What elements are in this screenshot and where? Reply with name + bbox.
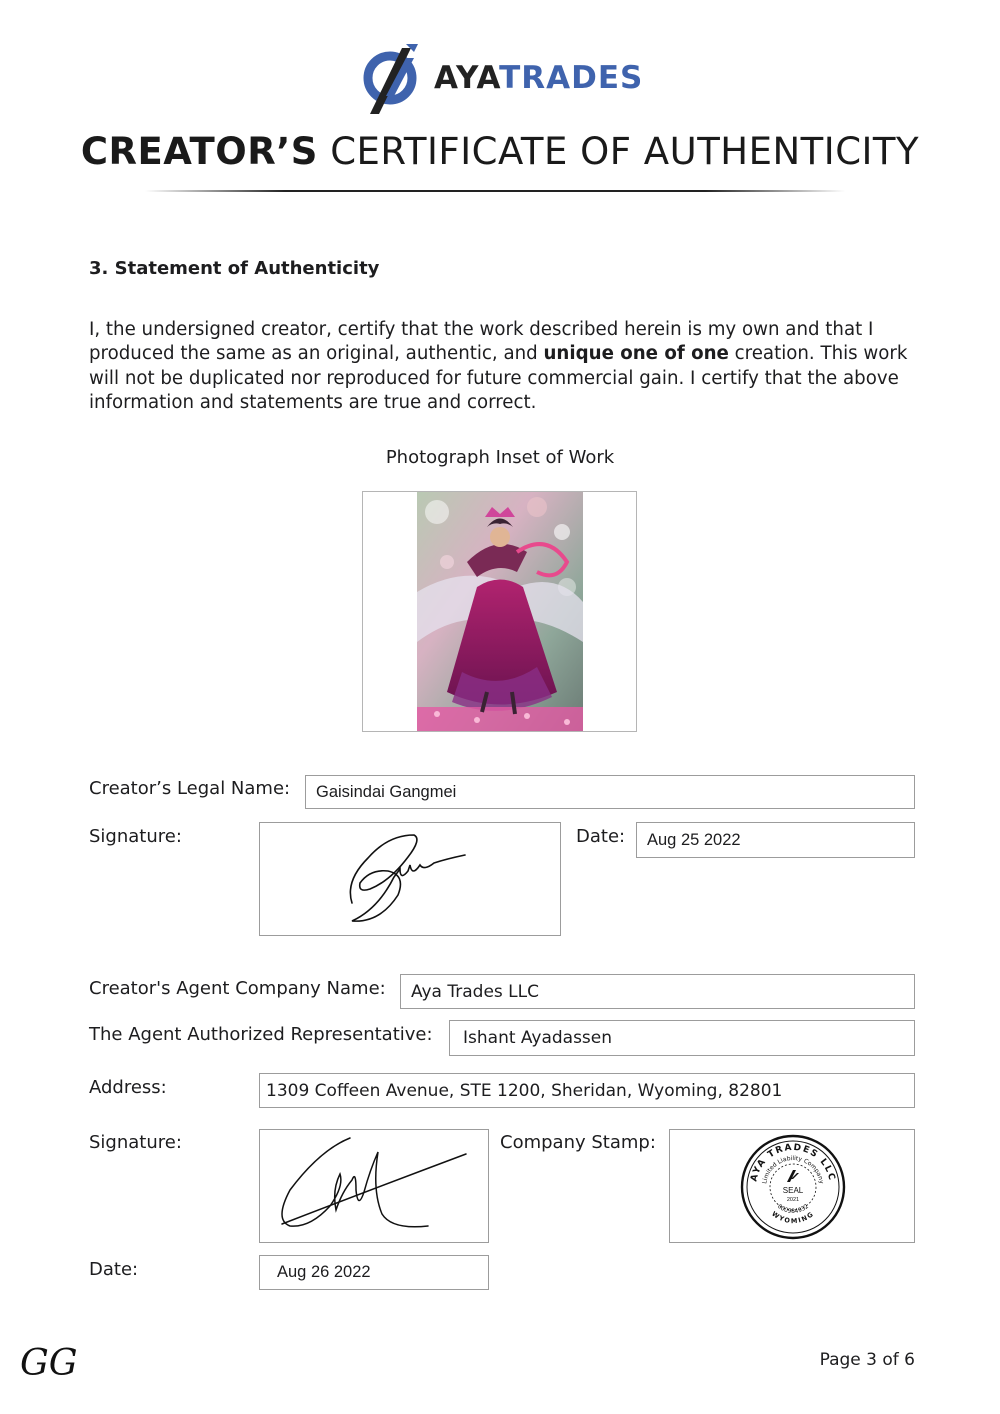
svg-text:AYA TRADES LLC: AYA TRADES LLC (749, 1142, 837, 1183)
creator-legal-name-label: Creator’s Legal Name: (89, 778, 291, 799)
agent-company-field[interactable]: Aya Trades LLC (400, 974, 915, 1009)
initials: GG (20, 1343, 78, 1384)
address-label: Address: (89, 1077, 167, 1098)
agent-signature-image (260, 1130, 490, 1244)
creator-date-field[interactable]: Aug 25 2022 (636, 822, 915, 858)
logo-mark-icon (362, 40, 422, 116)
svg-text:SEAL: SEAL (782, 1186, 804, 1195)
company-seal-stamp (670, 1130, 916, 1244)
company-stamp-label: Company Stamp: (500, 1132, 656, 1153)
section-heading: 3. Statement of Authenticity (89, 258, 380, 279)
photo-inset-frame (362, 491, 637, 732)
agent-signature-box[interactable] (259, 1129, 489, 1243)
photo-caption: Photograph Inset of Work (385, 447, 615, 468)
agent-date-field[interactable]: Aug 26 2022 (259, 1255, 489, 1290)
creator-signature-image (260, 823, 562, 937)
company-stamp-box (669, 1129, 915, 1243)
agent-company-label: Creator's Agent Company Name: (89, 978, 386, 999)
agent-signature-label: Signature: (89, 1132, 182, 1153)
title-divider (145, 190, 845, 192)
svg-text:2021: 2021 (786, 1197, 800, 1203)
address-field[interactable]: 1309 Coffeen Avenue, STE 1200, Sheridan, Wyoming, 82801 (259, 1073, 915, 1108)
certificate-title: CREATOR’S CERTIFICATE OF AUTHENTICITY (80, 130, 920, 173)
agent-rep-label: The Agent Authorized Representative: (89, 1024, 433, 1045)
creator-legal-name-field[interactable]: Gaisindai Gangmei (305, 775, 915, 809)
creator-signature-label: Signature: (89, 826, 182, 847)
svg-text:000984932: 000984932 (776, 1202, 810, 1215)
brand-name: AYATRADES (434, 60, 644, 96)
artwork-image (417, 492, 583, 731)
statement-text: I, the undersigned creator, certify that the work described herein is my own and that I produced the same as an original, authentic, and unique one of one creation. This work will not be duplicated nor reproduced for future commercial gain. I certify that the above information and statements are true and correct. (89, 319, 908, 413)
page-number: Page 3 of 6 (819, 1350, 915, 1370)
agent-rep-field[interactable]: Ishant Ayadassen (449, 1020, 915, 1056)
svg-text:Limited Liability Company: Limited Liability Company (761, 1154, 825, 1185)
company-logo (362, 40, 643, 116)
creator-signature-box[interactable] (259, 822, 561, 936)
svg-text:WYOMING: WYOMING (770, 1209, 816, 1226)
agent-date-label: Date: (89, 1259, 139, 1280)
creator-date-label: Date: (576, 826, 626, 847)
